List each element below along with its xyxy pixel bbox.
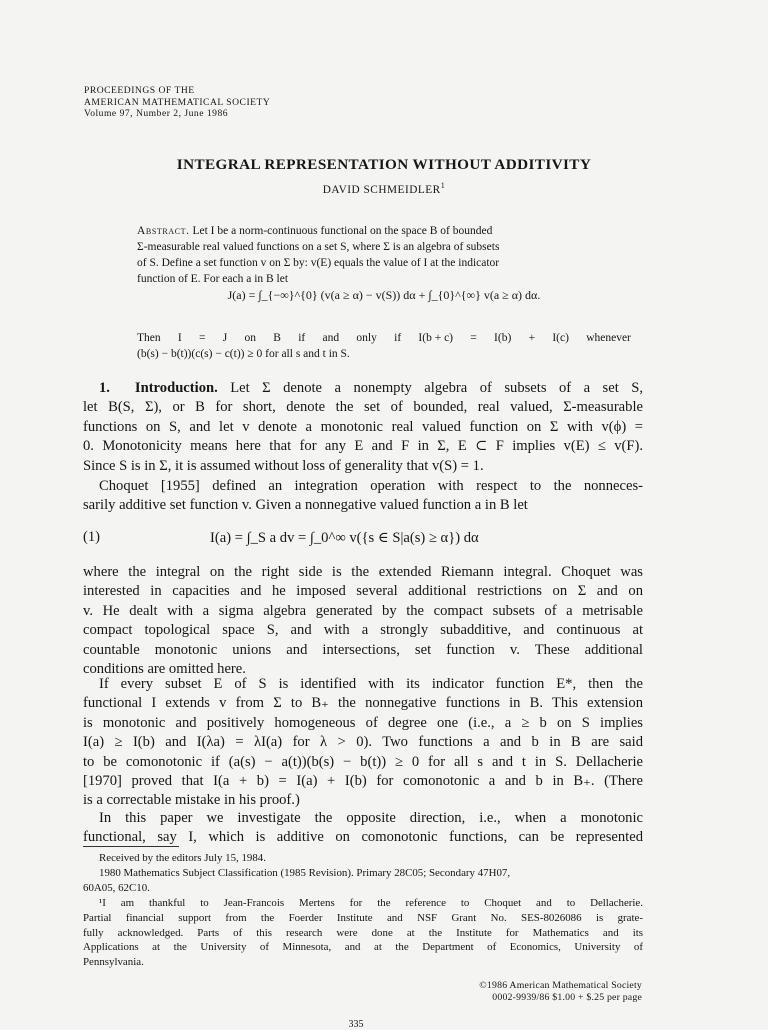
footnote-line: Applications at the University of Minnesota, and at the Department of Economics, University of bbox=[83, 941, 643, 954]
copyright-line: ©1986 American Mathematical Society bbox=[479, 980, 642, 991]
text-line: 0. Monotonicity means here that for any E and F in Σ, E ⊂ F implies v(E) ≤ v(F). bbox=[83, 438, 643, 455]
text-line: v. He dealt with a sigma algebra generated by the compact subsets of a metrisable bbox=[83, 602, 643, 619]
footnote-line: Partial financial support from the Foerder Institute and NSF Grant No. SES-8026086 is grate- bbox=[83, 911, 643, 924]
text-line: [1970] proved that I(a + b) = I(a) + I(b) for comonotonic a and b in B₊. (There bbox=[83, 773, 643, 790]
text-line: is a correctable mistake in his proof.) bbox=[83, 792, 300, 809]
abstract-theorem-word: B bbox=[273, 332, 281, 344]
text-line: countable monotonic unions and intersections, set function v. These additional bbox=[83, 641, 643, 658]
abstract-theorem-word: + bbox=[528, 332, 536, 344]
section-number: 1. bbox=[99, 380, 110, 396]
text-line: functional I extends v from Σ to B₊ the nonnegative functions in B. This extension bbox=[83, 695, 643, 712]
intro-paragraph-2 bbox=[83, 477, 643, 516]
abstract-theorem-word: and bbox=[322, 332, 340, 344]
abstract-theorem-word: I(b + c) bbox=[418, 332, 454, 344]
footnote-line: fully acknowledged. Parts of this research were done at the Institute for Mathematics and its bbox=[83, 926, 643, 939]
abstract bbox=[137, 224, 631, 288]
text-line: 1. Introduction. Let Σ denote a nonempty algebra of subsets of a set S, bbox=[99, 380, 643, 396]
abstract-theorem bbox=[137, 331, 631, 363]
text-line: functions on S, and let v denote a monotonic real valued function on Σ with v(ϕ) = bbox=[83, 418, 643, 435]
text-line: In this paper we investigate the opposite direction, i.e., when a monotonic bbox=[99, 810, 643, 826]
footnotes bbox=[83, 851, 643, 970]
abstract-theorem-line: (b(s) − b(t))(c(s) − c(t)) ≥ 0 for all s and t in S. bbox=[137, 347, 350, 360]
equation-body: I(a) = ∫_S a dv = ∫_0^∞ v({s ∈ S|a(s) ≥ α}) dα bbox=[210, 530, 479, 546]
text-line: sarily additive set function v. Given a nonnegative valued function a in B let bbox=[83, 497, 528, 514]
copyright-price: 0002-9939/86 $1.00 + $.25 per page bbox=[492, 991, 642, 1003]
equation-number: (1) bbox=[83, 529, 101, 545]
abstract-theorem-line bbox=[137, 331, 631, 347]
abstract-line: function of E. For each a in B let bbox=[137, 272, 289, 285]
text-line: to be comonotonic if (a(s) − a(t))(b(s) − b(t)) ≥ 0 for all s and t in S. Dellacherie bbox=[83, 753, 643, 770]
text-line: compact topological space S, and with a strongly subadditive, and continuous at bbox=[83, 622, 643, 639]
journal-header bbox=[84, 85, 270, 120]
msc-classification: 60A05, 62C10. bbox=[83, 881, 150, 894]
footnote-rule bbox=[83, 846, 179, 847]
abstract-theorem-word: Then bbox=[137, 332, 161, 344]
paper-title: INTEGRAL REPRESENTATION WITHOUT ADDITIVITY bbox=[176, 156, 592, 173]
text-line: If every subset E of S is identified with its indicator function E*, then the bbox=[99, 676, 643, 692]
abstract-theorem-word: = bbox=[470, 332, 477, 344]
text-line: is monotonic and positively homogeneous of degree one (i.e., a ≥ b on S implies bbox=[83, 714, 643, 731]
journal-name-line: PROCEEDINGS OF THE bbox=[84, 85, 195, 96]
text-line: I(a) ≥ I(b) and I(λa) = λI(a) for λ > 0). Two functions a and b in B are said bbox=[83, 734, 643, 751]
journal-volume: Volume 97, Number 2, June 1986 bbox=[84, 108, 229, 120]
footnote-line: ¹I am thankful to Jean-Francois Mertens for the reference to Choquet and to Dellacherie. bbox=[99, 896, 643, 909]
author-footnote-mark: 1 bbox=[440, 181, 446, 190]
received-date: Received by the editors July 15, 1984. bbox=[99, 852, 266, 864]
text-line: where the integral on the right side is the extended Riemann integral. Choquet was bbox=[83, 564, 643, 580]
abstract-theorem-word: I(b) bbox=[494, 332, 512, 344]
abstract-line: of S. Define a set function v on Σ by: v(E) equals the value of I at the indicator bbox=[137, 256, 500, 269]
text-line: functional, say I, which is additive on comonotonic functions, can be represented bbox=[83, 829, 643, 846]
intro-paragraph-3 bbox=[83, 563, 643, 679]
author-line bbox=[0, 181, 768, 196]
abstract-theorem-word: I(c) bbox=[552, 332, 569, 344]
text-line: interested in capacities and he imposed several additional restrictions on Σ and on bbox=[83, 583, 643, 600]
text-line: let B(S, Σ), or B for short, denote the set of bounded, real valued, Σ-measurable bbox=[83, 399, 643, 416]
abstract-theorem-word: = bbox=[199, 332, 206, 344]
page-number: 335 bbox=[348, 1019, 364, 1030]
text-line: Since S is in Σ, it is assumed without loss of generality that v(S) = 1. bbox=[83, 457, 484, 474]
abstract-theorem-word: if bbox=[298, 332, 306, 344]
section-heading: Introduction. bbox=[134, 380, 218, 396]
intro-paragraph-4 bbox=[83, 675, 643, 811]
equation-1 bbox=[83, 525, 643, 565]
text-line: Choquet [1955] defined an integration operation with respect to the nonneces- bbox=[99, 478, 643, 494]
msc-classification: 1980 Mathematics Subject Classification (1985 Revision). Primary 28C05; Secondary 47H07, bbox=[99, 866, 511, 879]
abstract-theorem-word: if bbox=[394, 332, 402, 344]
abstract-theorem-word: I bbox=[177, 332, 182, 344]
author-name: DAVID SCHMEIDLER bbox=[322, 183, 441, 196]
abstract-line: Σ-measurable real valued functions on a set S, where Σ is an algebra of subsets bbox=[137, 240, 500, 253]
abstract-theorem-word: J bbox=[222, 332, 228, 344]
footnote-line: Pennsylvania. bbox=[83, 956, 144, 969]
journal-name-line: AMERICAN MATHEMATICAL SOCIETY bbox=[84, 96, 271, 108]
abstract-line: Abstract. Let I be a norm-continuous functional on the space B of bounded bbox=[137, 225, 493, 237]
copyright-notice bbox=[479, 980, 642, 1004]
intro-paragraph-5 bbox=[83, 809, 643, 848]
abstract-theorem-word: only bbox=[356, 332, 377, 344]
intro-paragraph-1 bbox=[83, 379, 643, 476]
abstract-theorem-word: on bbox=[244, 332, 257, 344]
abstract-display-equation: J(a) = ∫_{−∞}^{0} (v(a ≥ α) − v(S)) dα + ∫_{0}^{∞} v(a ≥ α) dα. bbox=[227, 288, 541, 302]
text-line: conditions are omitted here. bbox=[83, 661, 246, 678]
abstract-theorem-word: whenever bbox=[586, 332, 631, 344]
abstract-lead: Abstract. bbox=[137, 225, 190, 237]
